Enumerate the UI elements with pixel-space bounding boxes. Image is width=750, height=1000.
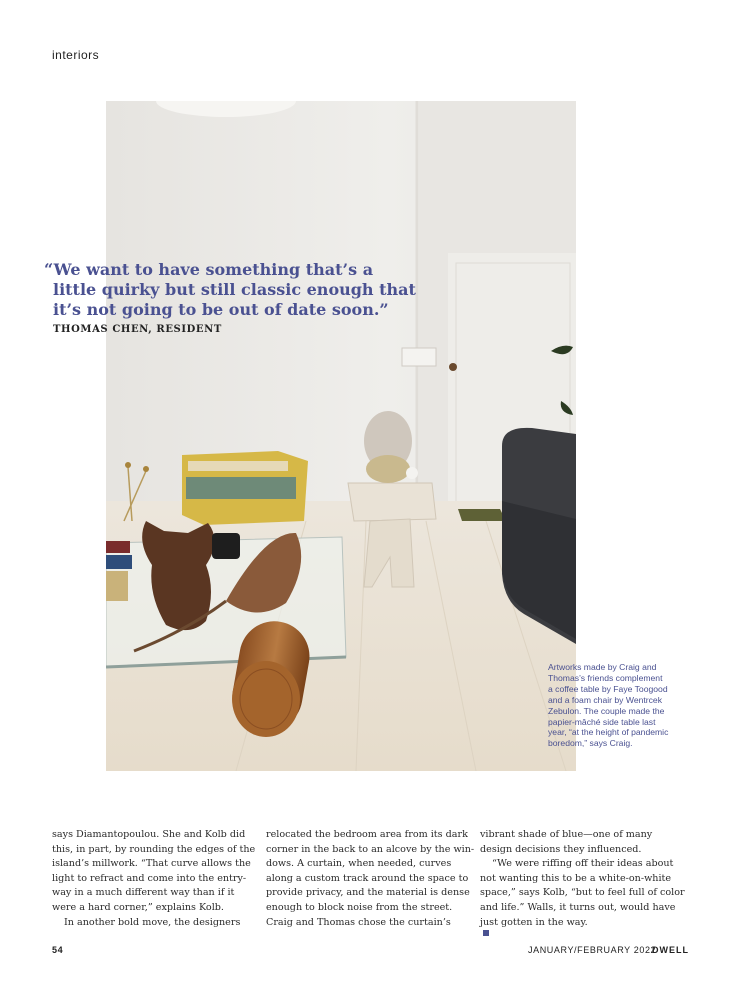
body-line: along a custom track around the space to	[266, 872, 469, 884]
body-line: this, in part, by rounding the edges of the	[52, 843, 256, 855]
pull-quote-line: “We want to have something that’s a	[44, 260, 374, 279]
caption-line: Zebulon. The couple made the	[548, 705, 665, 716]
page-number: 54	[52, 945, 64, 955]
pull-quote	[44, 260, 416, 320]
body-line: way in a much different way than if it	[52, 887, 235, 899]
pull-quote-line: little quirky but still classic enough that	[53, 280, 416, 299]
body-line: “We were riffing off their ideas about	[492, 858, 674, 870]
pull-quote-attribution: THOMAS CHEN, RESIDENT	[53, 324, 222, 335]
body-line: says Diamantopoulou. She and Kolb did	[52, 829, 246, 840]
body-line: and life.” Walls, it turns out, would have	[480, 901, 676, 913]
body-column-3	[480, 828, 685, 936]
magazine-brand: DWELL	[652, 945, 689, 955]
caption-line: Thomas’s friends complement	[548, 672, 663, 683]
section-label: interiors	[52, 48, 100, 62]
body-column-1	[52, 828, 257, 930]
body-line: corner in the back to an alcove by the win-	[266, 843, 475, 855]
caption-line: year, “at the height of pandemic	[548, 727, 669, 738]
body-column-2	[266, 828, 475, 930]
body-line: vibrant shade of blue—one of many	[480, 829, 653, 840]
body-line: relocated the bedroom area from its dark	[266, 829, 468, 840]
body-line: provide privacy, and the material is dense	[266, 887, 470, 899]
body-line: light to refract and come into the entry-	[52, 872, 247, 884]
end-mark-icon	[483, 930, 489, 936]
caption-line: Artworks made by Craig and	[548, 662, 657, 672]
body-line: not wanting this to be a white-on-white	[480, 872, 672, 884]
body-line: dows. A curtain, when needed, curves	[266, 858, 452, 870]
caption-line: and a foam chair by Wentrcek	[548, 694, 663, 705]
interior-photo	[106, 101, 576, 771]
caption-line: papier-mâché side table last	[548, 716, 656, 727]
body-line: were a hard corner,” explains Kolb.	[52, 901, 224, 913]
issue-date: JANUARY/FEBRUARY 2022	[528, 945, 657, 955]
body-line: design decisions they influenced.	[480, 843, 642, 855]
caption-line: boredom,” says Craig.	[548, 738, 633, 749]
pull-quote-line: it’s not going to be out of date soon.”	[53, 300, 389, 319]
body-line: In another bold move, the designers	[64, 916, 241, 928]
body-line-last	[480, 916, 685, 937]
body-line: just gotten in the way.	[480, 916, 588, 928]
caption-line: a coffee table by Faye Toogood	[548, 683, 668, 694]
body-line: Craig and Thomas chose the curtain’s	[266, 916, 451, 928]
body-line: enough to block noise from the street.	[266, 901, 453, 913]
photo-caption	[548, 662, 688, 749]
body-line: island’s millwork. “That curve allows the	[52, 858, 251, 870]
body-line: space,” says Kolb, “but to feel full of color	[480, 887, 685, 899]
